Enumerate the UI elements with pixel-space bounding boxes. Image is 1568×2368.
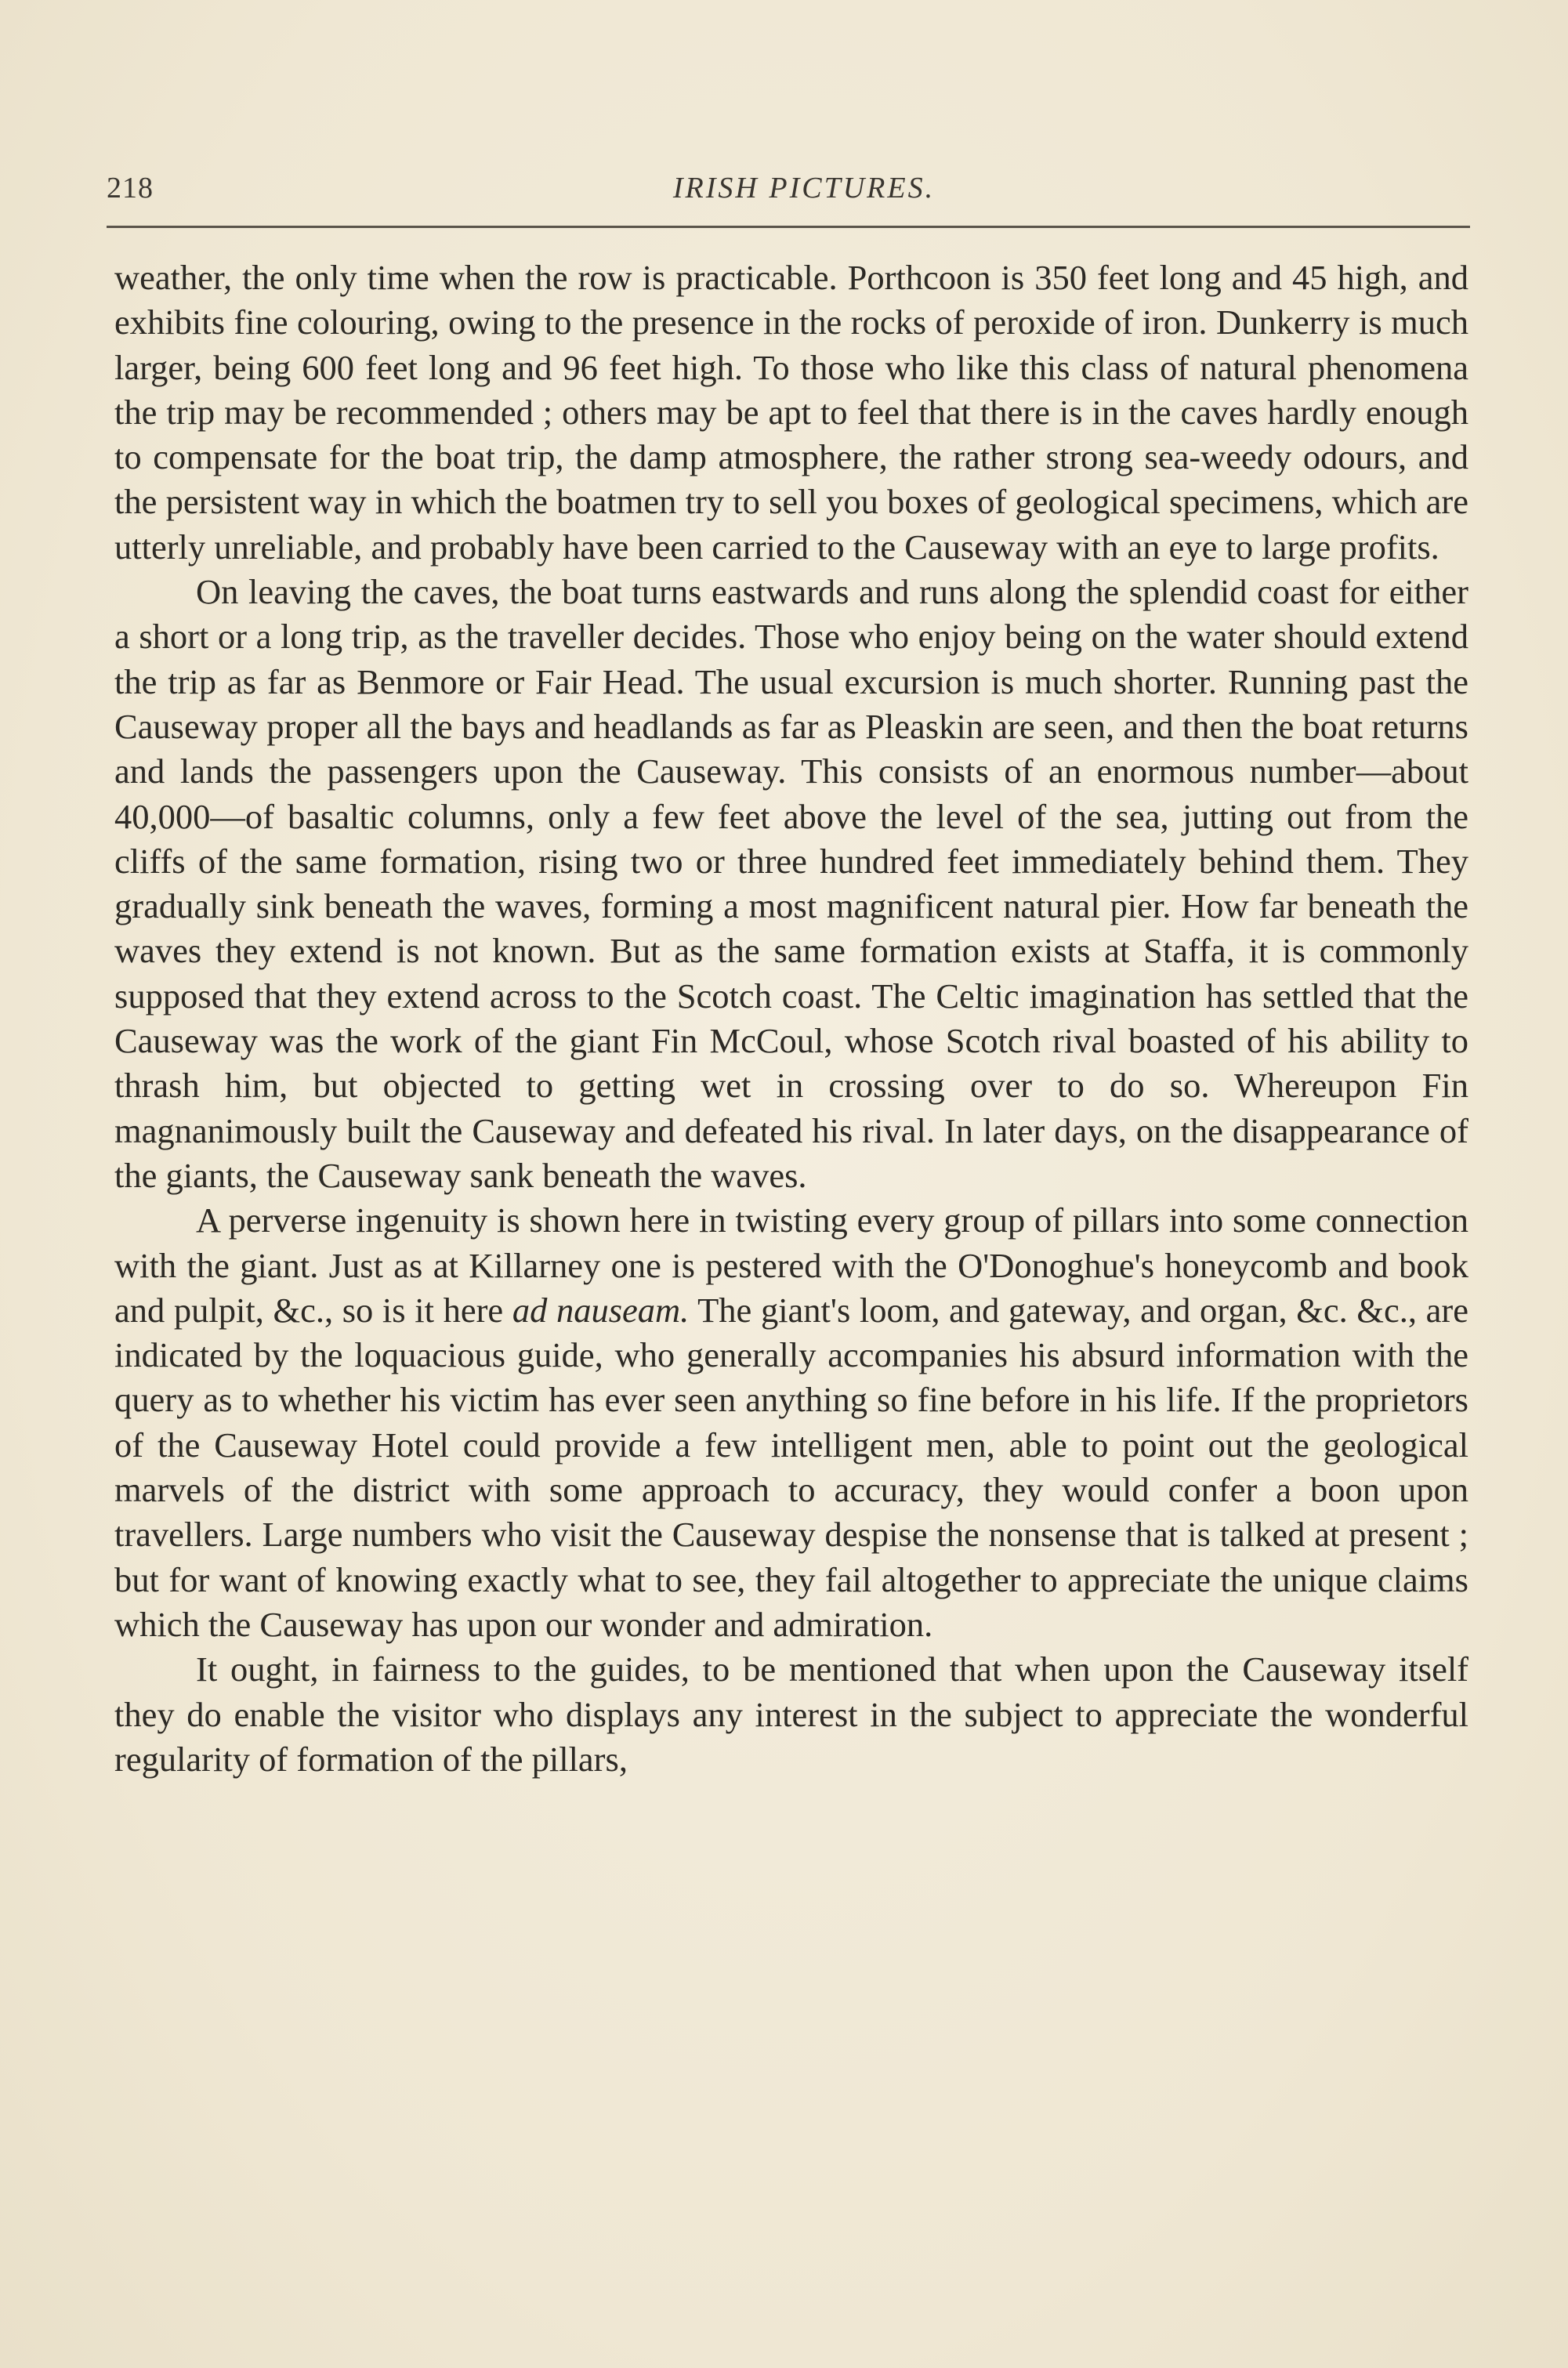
- paragraph-3-start: A perverse ingenuity is shown here in twisting every group of pillars into some connection with the giant. Just as at Killarney one is pestered with the O'Donoghue's honeycomb and book and pulpit, &c., so is it here: [114, 1200, 1468, 1330]
- paragraph-2: On leaving the caves, the boat turns eastwards and runs along the splendid coast for either a short or a long trip, as the traveller decides. Those who enjoy being on the water should extend the trip as far as Benmore or Fair Head. The usual excursion is much shorter. Running past the Causeway proper all the bays and headlands as far as Pleaskin are seen, and then the boat returns and lands the passengers upon the Causeway. This consists of an enormous number—about 40,000—of basaltic columns, only a few feet above the level of the sea, jutting out from the cliffs of the same formation, rising two or three hundred feet immediately behind them. They gradually sink beneath the waves, forming a most magnificent natural pier. How far beneath the waves they extend is not known. But as the same formation exists at Staffa, it is commonly supposed that they extend across to the Scotch coast. The Celtic imagination has settled that the Causeway was the work of the giant Fin McCoul, whose Scotch rival boasted of his ability to thrash him, but objected to getting wet in crossing over to do so. Whereupon Fin magnanimously built the Causeway and defeated his rival. In later days, on the disappearance of the giants, the Causeway sank beneath the waves.: [114, 572, 1468, 1195]
- paragraph-3-end: The giant's loom, and gateway, and organ, &c. &c., are indicated by the loquacious guide, who generally accompanies his absurd information with the query as to whether his victim has ever seen anything so fine before in his life. If the proprietors of the Causeway Hotel could provide a few intelligent men, able to point out the geological marvels of the district with some approach to accuracy, they would confer a boon upon travellers. Large numbers who visit the Causeway despise the nonsense that is talked at present ; but for want of knowing exactly what to see, they fail altogether to appreciate the unique claims which the Causeway has upon our wonder and admiration.: [114, 1290, 1468, 1644]
- header-rule: [107, 226, 1470, 228]
- running-title: IRISH PICTURES.: [672, 172, 936, 205]
- running-head: [107, 166, 1470, 213]
- paragraph-4: It ought, in fairness to the guides, to be mentioned that when upon the Causeway itself they do enable the visitor who displays any interest in the subject to appreciate the wonderful regularity of formation of the pillars,: [114, 1649, 1468, 1779]
- paragraph-1: weather, the only time when the row is practicable. Porthcoon is 350 feet long and 45 high, and exhibits fine colouring, owing to the presence in the rocks of peroxide of iron. Dunkerry is much larger, being 600 feet long and 96 feet high. To those who like this class of natural phenomena the trip may be recommended ; others may be apt to feel that there is in the caves hardly enough to compensate for the boat trip, the damp atmosphere, the rather strong sea-weedy odours, and the persistent way in which the boatmen try to sell you boxes of geological specimens, which are utterly unreliable, and probably have been carried to the Causeway with an eye to large profits.: [114, 258, 1468, 567]
- body-text: [114, 255, 1468, 1782]
- page-number: 218: [107, 172, 154, 205]
- paragraph-3-italic-phrase: ad nauseam.: [512, 1290, 690, 1330]
- paragraph-3: [114, 1198, 1468, 1647]
